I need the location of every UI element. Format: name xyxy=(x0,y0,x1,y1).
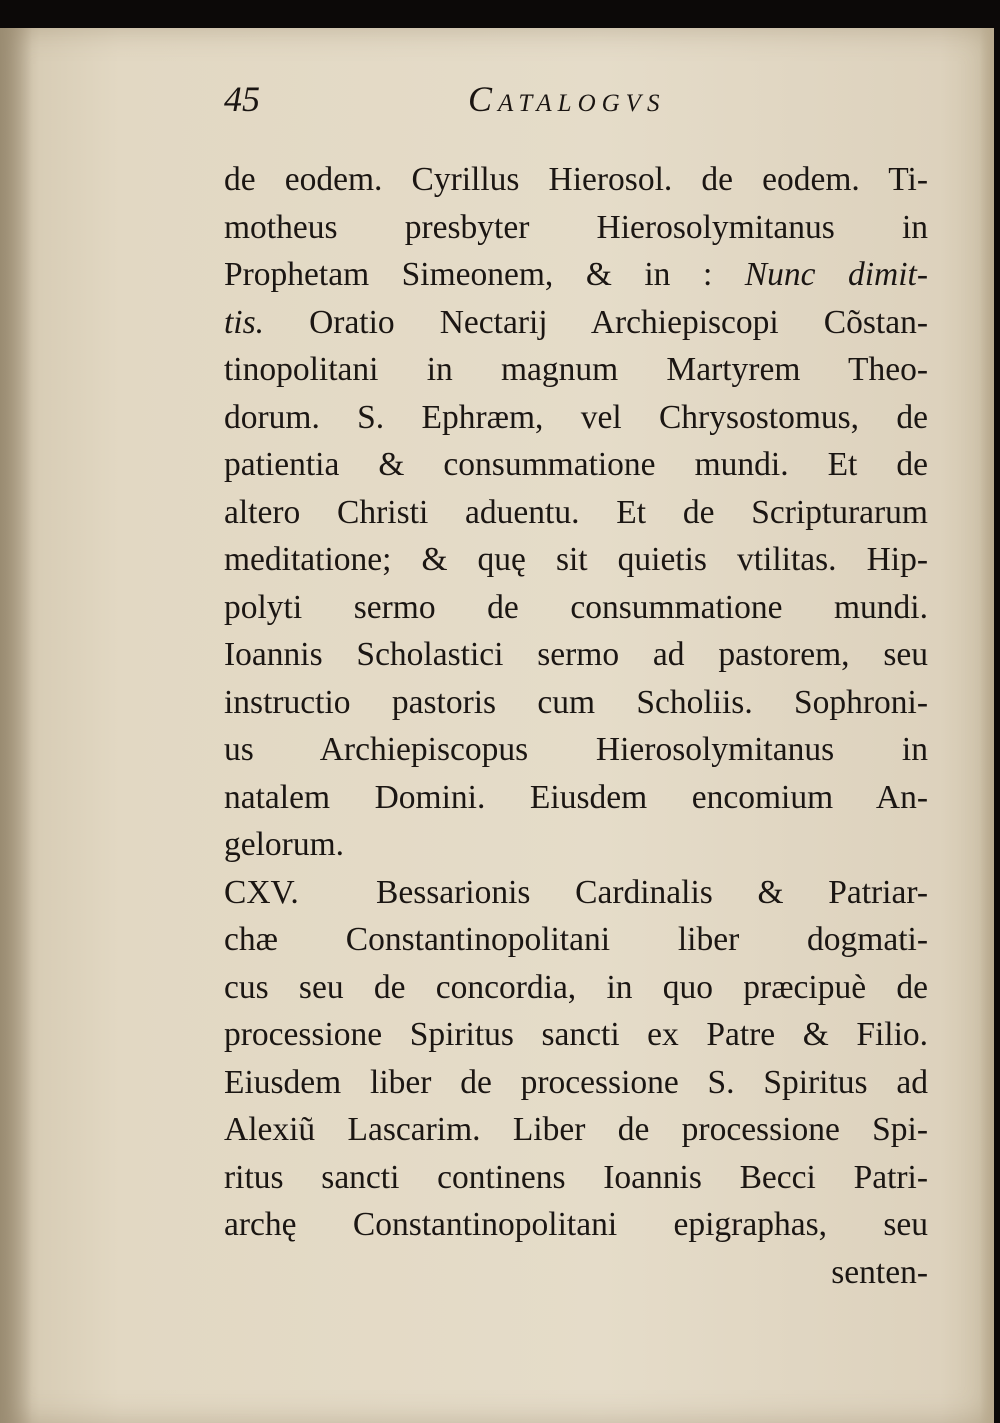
italic-quotation: Nunc dimit- xyxy=(744,256,929,293)
text-line-part: Bessarionis Cardinalis & Patriar- xyxy=(376,873,928,911)
text-line xyxy=(224,251,928,299)
text-line: meditatione; & quę sit quietis vtilitas. Hip- xyxy=(224,541,928,578)
section-heading-line xyxy=(224,869,928,917)
running-title: Catalogvs xyxy=(468,79,666,119)
text-line: tinopolitani in magnum Martyrem Theo- xyxy=(224,351,928,388)
folio-number: 45 xyxy=(224,79,260,119)
text-line: processione Spiritus sancti ex Patre & Filio. xyxy=(224,1016,928,1053)
text-line: instructio pastoris cum Scholiis. Sophroni- xyxy=(224,683,928,721)
text-line: patientia & consummatione mundi. Et de xyxy=(224,446,928,483)
text-line: motheus presbyter Hierosolymitanus in xyxy=(224,208,928,246)
text-line: us Archiepiscopus Hierosolymitanus in xyxy=(224,731,928,768)
text-line: archę Constantinopolitani epigraphas, seu xyxy=(224,1206,928,1243)
text-line-part: Prophetam Simeonem, & in : xyxy=(224,256,713,293)
catchword: senten- xyxy=(831,1253,928,1291)
text-line: de eodem. Cyrillus Hierosol. de eodem. Ti- xyxy=(224,161,928,198)
page-edge xyxy=(980,28,994,1423)
text-line: dorum. S. Ephræm, vel Chrysostomus, de xyxy=(224,398,928,436)
text-line xyxy=(224,299,928,347)
text-line: ritus sancti continens Ioannis Becci Patri- xyxy=(224,1158,928,1196)
spine-shadow xyxy=(0,28,32,1423)
text-line: gelorum. xyxy=(224,826,345,863)
text-line: Eiusdem liber de processione S. Spiritus ad xyxy=(224,1063,928,1101)
text-line: natalem Domini. Eiusdem encomium An- xyxy=(224,778,928,816)
text-line: altero Christi aduentu. Et de Scripturarum xyxy=(224,493,928,531)
section-number: CXV. xyxy=(224,873,299,911)
main-text xyxy=(224,156,928,1296)
page-header xyxy=(222,78,922,128)
italic-quotation-end: tis. xyxy=(224,303,265,341)
text-line: chæ Constantinopolitani liber dogmati- xyxy=(224,921,928,958)
text-line: Alexiũ Lascarim. Liber de processione Spi- xyxy=(224,1111,928,1148)
text-line: polyti sermo de consummatione mundi. xyxy=(224,588,928,626)
text-line: Ioannis Scholastici sermo ad pastorem, seu xyxy=(224,636,928,673)
text-line: cus seu de concordia, in quo præcipuè de xyxy=(224,968,928,1006)
text-line-part: Oratio Nectarij Archiepiscopi Cõstan- xyxy=(309,303,928,341)
book-page xyxy=(0,28,994,1423)
